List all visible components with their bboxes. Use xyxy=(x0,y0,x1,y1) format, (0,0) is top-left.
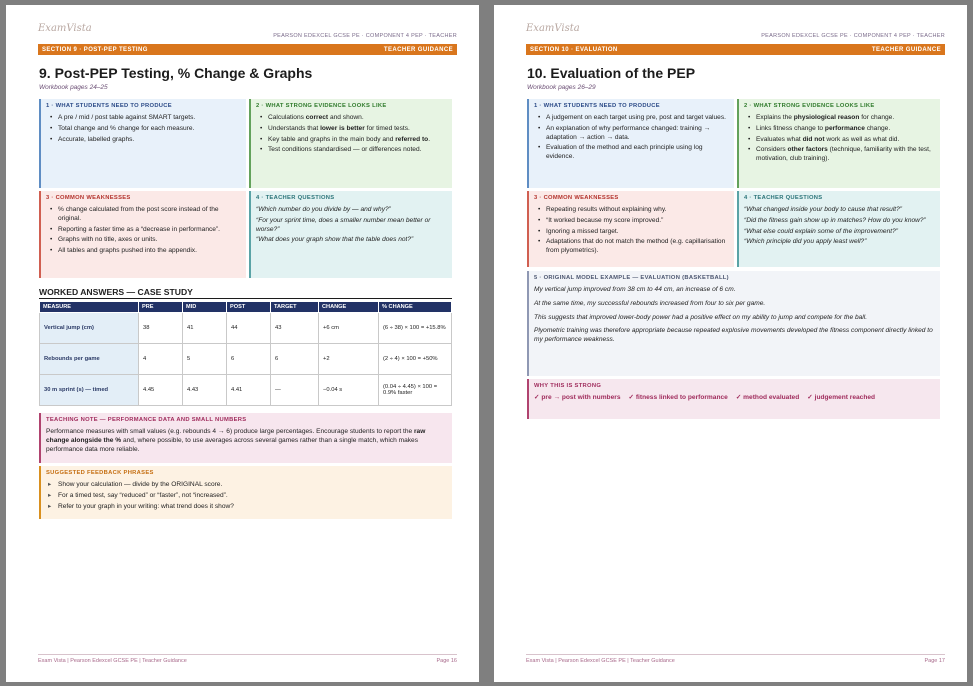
table-cell: 4.43 xyxy=(183,375,227,406)
banner-guidance-label: TEACHER GUIDANCE xyxy=(871,46,941,53)
list-item: • Adaptations that do not match the method (e.g. capillarisation from plyometrics). xyxy=(534,238,729,256)
list-item: • % change calculated from the post score instead of the original. xyxy=(46,206,241,224)
list-item: • Graphs with no title, axes or units. xyxy=(46,236,241,245)
model-paragraph: At the same time, my successful rebounds increased from four to six per game. xyxy=(534,299,766,307)
section-banner xyxy=(526,44,945,55)
banner-section-label: SECTION 10 · EVALUATION xyxy=(530,46,618,53)
box-heading: WHY THIS IS STRONG xyxy=(534,383,602,389)
table-cell: 4 xyxy=(139,344,183,375)
check-item: ✓ judgement reached xyxy=(807,393,876,401)
model-paragraph: This suggests that improved lower-body power had a positive effect on my ability to jump and compete for the ball. xyxy=(534,313,868,321)
strong-evidence-box xyxy=(249,99,452,188)
banner-section-label: SECTION 9 · POST-PEP TESTING xyxy=(42,46,148,53)
box-heading: SUGGESTED FEEDBACK PHRASES xyxy=(46,470,154,476)
box-heading: 1 · WHAT STUDENTS NEED TO PRODUCE xyxy=(534,103,660,109)
list-item: • Considers other factors (technique, familiarity with the test, motivation, club training). xyxy=(744,146,935,164)
list-item: • Total change and % change for each measure. xyxy=(46,125,241,134)
list-item: • A pre / mid / post table against SMART targets. xyxy=(46,114,241,123)
box-heading: 4 · TEACHER QUESTIONS xyxy=(256,195,335,201)
list-item: • Links fitness change to performance change. xyxy=(744,125,935,134)
page-footer xyxy=(38,654,457,664)
list-item: • Evaluation of the method and each principle using log evidence. xyxy=(534,144,729,162)
list-item: ▸ Refer to your graph in your writing: what trend does it show? xyxy=(46,503,447,512)
banner-guidance-label: TEACHER GUIDANCE xyxy=(383,46,453,53)
workbook-pages: Workbook pages 26–29 xyxy=(527,84,596,91)
table-row xyxy=(40,313,452,344)
bullet-list xyxy=(256,114,447,156)
question-text: “What does your graph show that the table does not?” xyxy=(256,236,414,244)
table-row xyxy=(40,344,452,375)
table-cell: (6 ÷ 38) × 100 = +15.8% xyxy=(379,313,452,344)
table-cell: +2 xyxy=(319,344,379,375)
check-item: ✓ fitness linked to performance xyxy=(628,393,728,401)
bullet-list xyxy=(744,114,935,164)
table-cell: +6 cm xyxy=(319,313,379,344)
question-text: “Which number do you divide by — and why?” xyxy=(256,205,391,213)
table-cell: 43 xyxy=(271,313,319,344)
box-heading: 2 · WHAT STRONG EVIDENCE LOOKS LIKE xyxy=(744,103,875,109)
footer-text: Exam Vista | Pearson Edexcel GCSE PE | Teacher Guidance xyxy=(38,658,187,664)
question-text: “What changed inside your body to cause that result?” xyxy=(744,205,902,213)
list-item: • Evaluates what did not work as well as what did. xyxy=(744,136,935,145)
question-text: “What else could explain some of the improvement?” xyxy=(744,227,898,235)
model-example-box xyxy=(527,271,940,376)
column-header: MEASURE xyxy=(40,302,139,313)
section-banner xyxy=(38,44,457,55)
workbook-pages: Workbook pages 24–25 xyxy=(39,84,108,91)
list-item: • Repeating results without explaining why. xyxy=(534,206,729,215)
table-cell: 38 xyxy=(139,313,183,344)
question-text: “Which principle did you apply least well?” xyxy=(744,238,867,246)
list-item: • Accurate, labelled graphs. xyxy=(46,136,241,145)
list-item: • Test conditions standardised — or differences noted. xyxy=(256,146,447,155)
page-title: 10. Evaluation of the PEP xyxy=(527,65,696,81)
strong-evidence-box xyxy=(737,99,940,188)
table-cell: 41 xyxy=(183,313,227,344)
table-cell: (0.04 ÷ 4.45) × 100 = 0.9% faster xyxy=(379,375,452,406)
note-text: Performance measures with small values (e.g. rebounds 4 → 6) produce large percentages. Encourage students to report the raw change alongside the % and, where possible, to use averages across several games rather than a single match, which makes performance data more reliable. xyxy=(46,427,426,453)
measure-cell: Rebounds per game xyxy=(40,344,139,375)
page-title: 9. Post-PEP Testing, % Change & Graphs xyxy=(39,65,313,81)
page-17 xyxy=(494,5,967,682)
list-item: • Understands that lower is better for timed tests. xyxy=(256,125,447,134)
students-produce-box xyxy=(527,99,734,188)
question-text: “For your sprint time, does a smaller number mean better or worse?” xyxy=(256,216,431,233)
teacher-questions-box xyxy=(249,191,452,278)
table-cell: 6 xyxy=(227,344,271,375)
box-heading: 3 · COMMON WEAKNESSES xyxy=(46,195,131,201)
brand-logo: ExamVista xyxy=(38,23,92,34)
table-cell: 5 xyxy=(183,344,227,375)
list-item: • A judgement on each target using pre, post and target values. xyxy=(534,114,729,123)
column-header: TARGET xyxy=(271,302,319,313)
bullet-list xyxy=(534,206,729,256)
box-heading: 4 · TEACHER QUESTIONS xyxy=(744,195,823,201)
box-heading: 5 · ORIGINAL MODEL EXAMPLE — EVALUATION (BASKETBALL) xyxy=(534,275,729,281)
list-item: ▸ Show your calculation — divide by the ORIGINAL score. xyxy=(46,481,447,490)
checklist xyxy=(534,394,935,403)
common-weaknesses-box xyxy=(527,191,734,267)
box-heading: 2 · WHAT STRONG EVIDENCE LOOKS LIKE xyxy=(256,103,387,109)
worked-answers-heading: WORKED ANSWERS — CASE STUDY xyxy=(39,287,452,299)
bullet-list xyxy=(46,481,447,512)
table-cell: 4.45 xyxy=(139,375,183,406)
measure-cell: 30 m sprint (s) — timed xyxy=(40,375,139,406)
bullet-list xyxy=(534,114,729,162)
list-item: • All tables and graphs pushed into the appendix. xyxy=(46,247,241,256)
page-number: Page 17 xyxy=(924,658,945,664)
column-header: POST xyxy=(227,302,271,313)
list-item: • Calculations correct and shown. xyxy=(256,114,447,123)
model-paragraph: My vertical jump improved from 38 cm to 44 cm, an increase of 6 cm. xyxy=(534,285,736,293)
case-study-table xyxy=(39,301,452,406)
model-paragraph: Plyometric training was therefore appropriate because repeated explosive movements developed the fitness component directly linked to my performance weakness. xyxy=(534,327,933,344)
check-item: ✓ pre → post with numbers xyxy=(534,393,621,401)
bullet-list xyxy=(46,114,241,145)
table-cell: (2 ÷ 4) × 100 = +50% xyxy=(379,344,452,375)
measure-cell: Vertical jump (cm) xyxy=(40,313,139,344)
running-header: PEARSON EDEXCEL GCSE PE · COMPONENT 4 PEP · TEACHER xyxy=(273,33,457,39)
feedback-phrases-box xyxy=(39,466,452,519)
column-header: PRE xyxy=(139,302,183,313)
list-item: • Key table and graphs in the main body and referred to. xyxy=(256,136,447,145)
list-item: • Ignoring a missed target. xyxy=(534,228,729,237)
brand-logo: ExamVista xyxy=(526,23,580,34)
list-item: • “It worked because my score improved.” xyxy=(534,217,729,226)
column-header: % CHANGE xyxy=(379,302,452,313)
check-item: ✓ method evaluated xyxy=(735,393,800,401)
table-cell: — xyxy=(271,375,319,406)
teacher-questions-box xyxy=(737,191,940,267)
list-item: • Explains the physiological reason for change. xyxy=(744,114,935,123)
table-cell: 6 xyxy=(271,344,319,375)
students-produce-box xyxy=(39,99,246,188)
footer-text: Exam Vista | Pearson Edexcel GCSE PE | Teacher Guidance xyxy=(526,658,675,664)
table-cell: 44 xyxy=(227,313,271,344)
column-header: CHANGE xyxy=(319,302,379,313)
page-16 xyxy=(6,5,479,682)
box-heading: 3 · COMMON WEAKNESSES xyxy=(534,195,619,201)
table-cell: −0.04 s xyxy=(319,375,379,406)
box-heading: TEACHING NOTE — PERFORMANCE DATA AND SMALL NUMBERS xyxy=(46,417,247,423)
table-header-row xyxy=(40,302,452,313)
question-text: “Did the fitness gain show up in matches? How do you know?” xyxy=(744,216,926,224)
page-number: Page 16 xyxy=(436,658,457,664)
page-footer xyxy=(526,654,945,664)
bullet-list xyxy=(46,206,241,256)
running-header: PEARSON EDEXCEL GCSE PE · COMPONENT 4 PEP · TEACHER xyxy=(761,33,945,39)
box-heading: 1 · WHAT STUDENTS NEED TO PRODUCE xyxy=(46,103,172,109)
why-strong-box xyxy=(527,379,940,419)
common-weaknesses-box xyxy=(39,191,246,278)
list-item: ▸ For a timed test, say “reduced” or “faster”, not “increased”. xyxy=(46,492,447,501)
teaching-note-box xyxy=(39,413,452,463)
list-item: • Reporting a faster time as a “decrease in performance”. xyxy=(46,226,241,235)
table-cell: 4.41 xyxy=(227,375,271,406)
list-item: • An explanation of why performance changed: training → adaptation → action → data. xyxy=(534,125,729,143)
column-header: MID xyxy=(183,302,227,313)
table-row xyxy=(40,375,452,406)
